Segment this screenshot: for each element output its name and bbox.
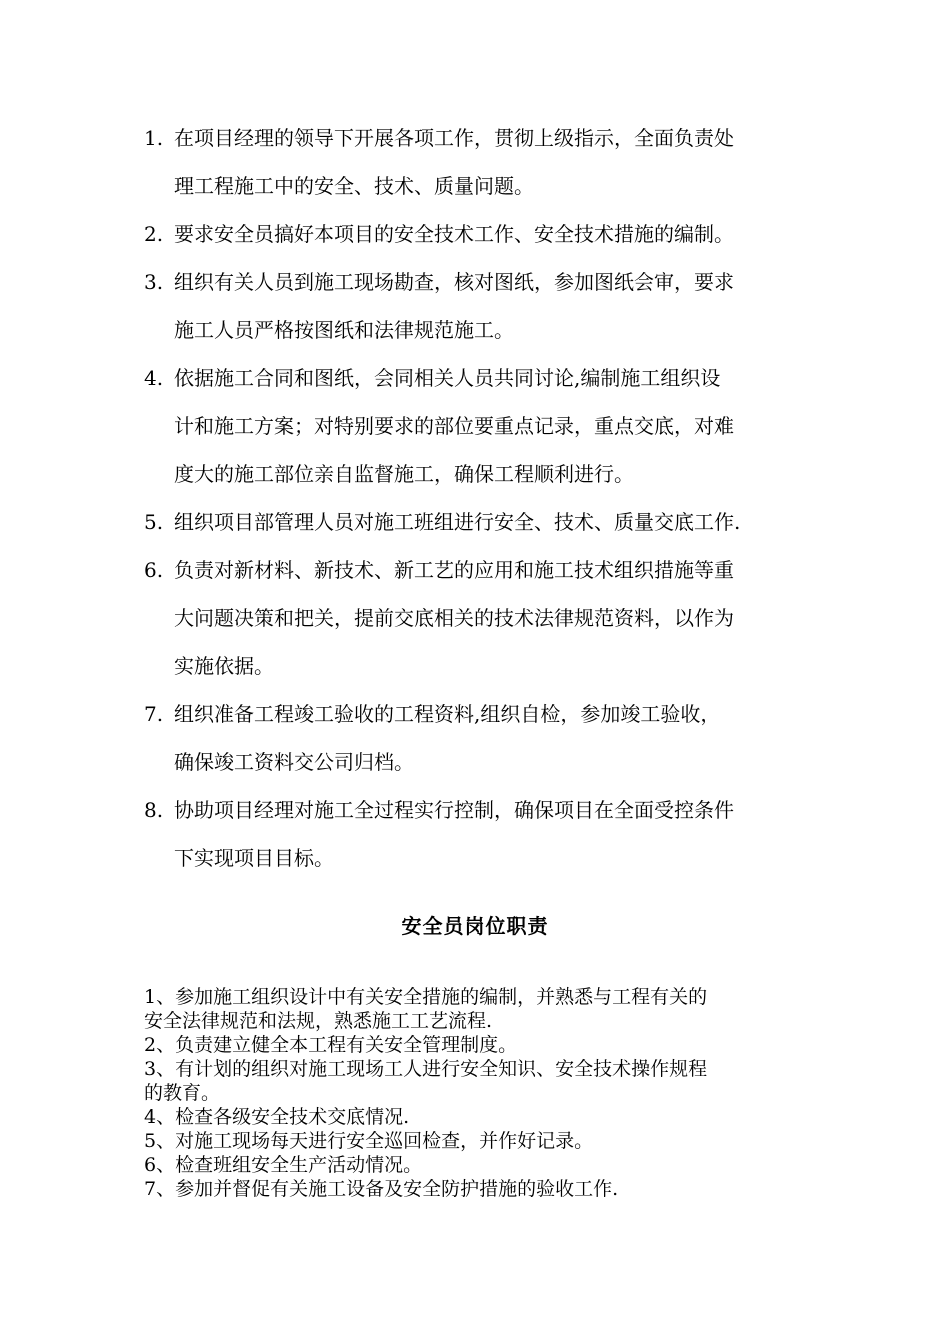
item-text-line: 实施依据。 bbox=[174, 654, 274, 678]
item-text-line: 负责对新材料、新技术、新工艺的应用和施工技术组织措施等重 bbox=[174, 558, 734, 582]
item-number: 8. bbox=[144, 798, 164, 822]
item-text-line: 大问题决策和把关，提前交底相关的技术法律规范资料，以作为 bbox=[174, 606, 734, 630]
list-item bbox=[144, 786, 824, 882]
list-item bbox=[144, 690, 824, 786]
technical-lead-duties-list bbox=[144, 114, 824, 882]
safety-officer-duties-list bbox=[144, 985, 824, 1201]
list-item bbox=[144, 258, 824, 354]
list-item bbox=[144, 114, 824, 210]
item-number: 7. bbox=[144, 702, 164, 726]
list-line: 的教育。 bbox=[144, 1082, 221, 1104]
item-number: 2. bbox=[144, 222, 164, 246]
list-line: 1、参加施工组织设计中有关安全措施的编制，并熟悉与工程有关的 bbox=[144, 986, 708, 1008]
item-text-line: 确保竣工资料交公司归档。 bbox=[174, 750, 414, 774]
item-text-line: 度大的施工部位亲自监督施工，确保工程顺利进行。 bbox=[174, 462, 634, 486]
list-item bbox=[144, 498, 824, 546]
list-item bbox=[144, 210, 824, 258]
item-number: 4. bbox=[144, 366, 164, 390]
item-number: 3. bbox=[144, 270, 164, 294]
list-line: 2、负责建立健全本工程有关安全管理制度。 bbox=[144, 1034, 518, 1056]
item-text-line: 依据施工合同和图纸，会同相关人员共同讨论,编制施工组织设 bbox=[174, 366, 721, 390]
item-number: 5. bbox=[144, 510, 164, 534]
list-line: 6、检查班组安全生产活动情况。 bbox=[144, 1154, 423, 1176]
item-text-line: 下实现项目目标。 bbox=[174, 846, 334, 870]
item-text-line: 在项目经理的领导下开展各项工作，贯彻上级指示，全面负责处 bbox=[174, 126, 734, 150]
item-text-line: 组织准备工程竣工验收的工程资料,组织自检，参加竣工验收， bbox=[174, 702, 721, 726]
item-text-line: 组织项目部管理人员对施工班组进行安全、技术、质量交底工作. bbox=[174, 510, 741, 534]
list-item bbox=[144, 546, 824, 690]
list-line: 7、参加并督促有关施工设备及安全防护措施的验收工作. bbox=[144, 1178, 619, 1200]
item-text-line: 计和施工方案；对特别要求的部位要重点记录，重点交底，对难 bbox=[174, 414, 734, 438]
item-text-line: 协助项目经理对施工全过程实行控制，确保项目在全面受控条件 bbox=[174, 798, 734, 822]
item-number: 6. bbox=[144, 558, 164, 582]
list-item bbox=[144, 354, 824, 498]
item-text-line: 施工人员严格按图纸和法律规范施工。 bbox=[174, 318, 514, 342]
list-line: 3、有计划的组织对施工现场工人进行安全知识、安全技术操作规程 bbox=[144, 1058, 708, 1080]
item-text-line: 理工程施工中的安全、技术、质量问题。 bbox=[174, 174, 534, 198]
item-number: 1. bbox=[144, 126, 164, 150]
section-heading: 安全员岗位职责 bbox=[401, 914, 549, 938]
item-text-line: 要求安全员搞好本项目的安全技术工作、安全技术措施的编制。 bbox=[174, 222, 734, 246]
list-line: 5、对施工现场每天进行安全巡回检查，并作好记录。 bbox=[144, 1130, 594, 1152]
list-line: 安全法律规范和法规，熟悉施工工艺流程. bbox=[144, 1010, 493, 1032]
item-text-line: 组织有关人员到施工现场勘查，核对图纸，参加图纸会审，要求 bbox=[174, 270, 734, 294]
list-line: 4、检查各级安全技术交底情况. bbox=[144, 1106, 410, 1128]
